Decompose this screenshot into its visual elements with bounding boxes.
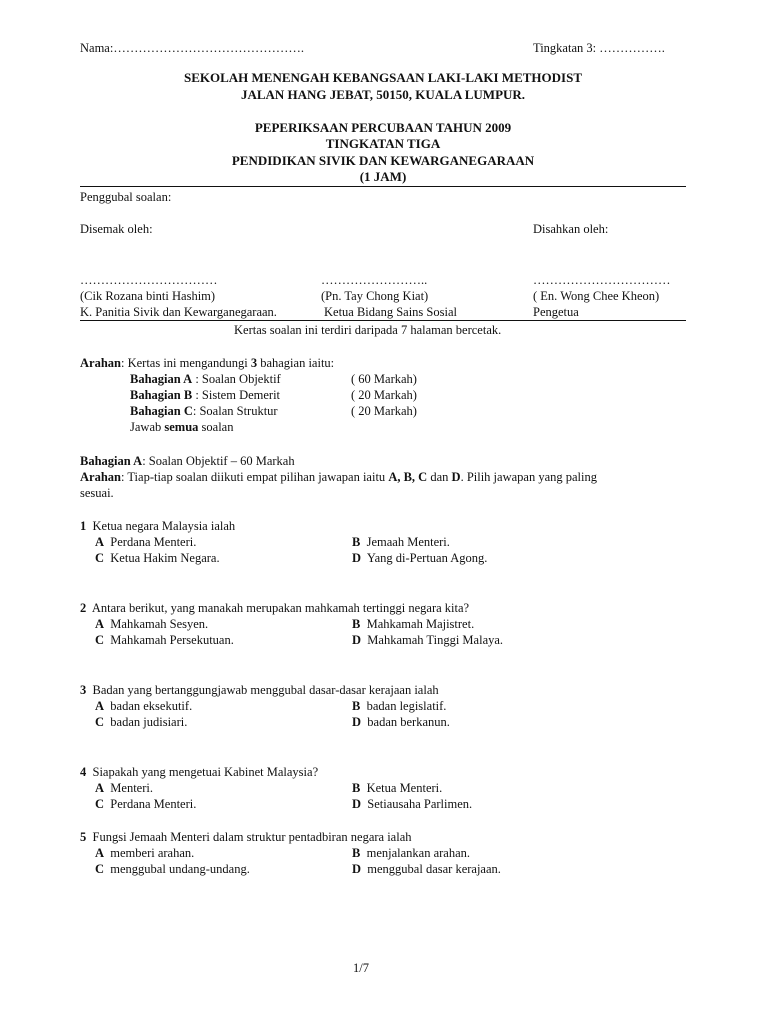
option-d[interactable] — [352, 714, 450, 730]
option-text: Yang di-Pertuan Agong. — [366, 551, 488, 565]
signatory-title-2: Ketua Bidang Sains Sosial — [324, 305, 457, 319]
option-d[interactable] — [352, 632, 503, 648]
option-b[interactable] — [352, 780, 442, 796]
option-c[interactable] — [95, 632, 234, 648]
option-d[interactable] — [352, 861, 501, 877]
signature-dots-2: …………………….. — [321, 273, 428, 287]
tingkatan-field — [533, 40, 665, 56]
option-text: badan eksekutif. — [110, 699, 193, 713]
question-text: Ketua negara Malaysia ialah — [92, 519, 236, 533]
signature-dots-3: …………………………… — [533, 273, 671, 287]
option-letter: A — [95, 781, 105, 795]
option-letter: A — [95, 535, 105, 549]
option-letter: C — [95, 715, 105, 729]
exam-duration: (1 JAM) — [359, 169, 407, 184]
option-letter: A — [95, 699, 105, 713]
section-a-desc: : Soalan Objektif – 60 Markah — [142, 454, 295, 468]
signatory-title-1: K. Panitia Sivik dan Kewarganegaraan. — [80, 305, 277, 319]
option-b[interactable] — [352, 616, 474, 632]
question-stem — [80, 682, 439, 698]
option-text: menggubal undang-undang. — [110, 862, 250, 876]
arahan-text-b: bahagian iaitu: — [257, 356, 335, 370]
question-text: Siapakah yang mengetuai Kabinet Malaysia? — [92, 765, 319, 779]
option-a[interactable] — [95, 616, 208, 632]
section-a-instructions — [80, 469, 597, 485]
question-text: Badan yang bertanggungjawab menggubal dasar-dasar kerajaan ialah — [92, 683, 439, 697]
question-number: 4 — [80, 765, 87, 779]
section-a-arahan-text: dan — [427, 470, 452, 484]
option-text: Mahkamah Tinggi Malaya. — [367, 633, 504, 647]
question-text: Fungsi Jemaah Menteri dalam struktur pentadbiran negara ialah — [92, 830, 412, 844]
option-text: Setiausaha Parlimen. — [367, 797, 473, 811]
nama-dots: ………………………………………. — [113, 41, 304, 55]
section-marks-b: ( 20 Markah) — [351, 388, 417, 402]
option-c[interactable] — [95, 714, 187, 730]
option-c[interactable] — [95, 550, 220, 566]
option-letter: B — [352, 699, 361, 713]
school-name: SEKOLAH MENENGAH KEBANGSAAN LAKI-LAKI METHODIST — [183, 70, 582, 85]
option-letter: C — [95, 551, 105, 565]
section-desc: : Soalan Objektif — [192, 372, 281, 386]
option-b[interactable] — [352, 534, 450, 550]
section-a-title — [80, 453, 295, 469]
section-marks-c: ( 20 Markah) — [351, 404, 417, 418]
option-letter: B — [352, 535, 361, 549]
option-letter: C — [95, 862, 105, 876]
option-text: Mahkamah Sesyen. — [110, 617, 209, 631]
page-number: 1/7 — [353, 961, 369, 975]
option-letter: B — [352, 781, 361, 795]
option-c[interactable] — [95, 861, 250, 877]
section-line-a — [130, 371, 281, 387]
section-label: Bahagian A — [130, 372, 193, 386]
option-text: badan legislatif. — [366, 699, 447, 713]
section-label: Bahagian C — [130, 404, 193, 418]
tingkatan-dots: ……………. — [599, 41, 665, 55]
option-text: Perdana Menteri. — [110, 535, 197, 549]
option-text: Mahkamah Majistret. — [366, 617, 475, 631]
penggubal-label: Penggubal soalan: — [80, 190, 172, 204]
option-b[interactable] — [352, 698, 446, 714]
section-line-c — [130, 403, 278, 419]
option-text: Perdana Menteri. — [110, 797, 197, 811]
section-a-arahan-option-d: D — [451, 470, 461, 484]
section-a-arahan-text: . Pilih jawapan yang paling — [460, 470, 597, 484]
general-instructions — [80, 355, 334, 371]
option-text: Menteri. — [110, 781, 153, 795]
section-desc: : Sistem Demerit — [192, 388, 281, 402]
section-a-arahan-text: : Tiap-tiap soalan diikuti empat pilihan jawapan iaitu — [120, 470, 389, 484]
option-d[interactable] — [352, 550, 487, 566]
option-c[interactable] — [95, 796, 196, 812]
option-text: menggubal dasar kerajaan. — [367, 862, 501, 876]
option-text: menjalankan arahan. — [366, 846, 471, 860]
disemak-label: Disemak oleh: — [80, 222, 153, 236]
option-letter: D — [352, 797, 362, 811]
option-a[interactable] — [95, 534, 196, 550]
signatory-name-1: (Cik Rozana binti Hashim) — [80, 289, 216, 303]
option-a[interactable] — [95, 698, 192, 714]
page-count-note: Kertas soalan ini terdiri daripada 7 halaman bercetak. — [234, 323, 502, 337]
jawab-text-a: Jawab — [130, 420, 165, 434]
section-a-label: Bahagian A — [80, 454, 143, 468]
option-letter: D — [352, 862, 362, 876]
section-line-b — [130, 387, 280, 403]
tingkatan-label: Tingkatan 3: — [533, 41, 597, 55]
school-address: JALAN HANG JEBAT, 50150, KUALA LUMPUR. — [240, 87, 526, 102]
option-letter: D — [352, 551, 362, 565]
question-stem — [80, 600, 469, 616]
option-letter: D — [352, 715, 362, 729]
jawab-emphasis: semua — [164, 420, 199, 434]
option-d[interactable] — [352, 796, 472, 812]
header-divider — [80, 186, 686, 187]
exam-subject: PENDIDIKAN SIVIK DAN KEWARGANEGARAAN — [231, 153, 535, 168]
option-letter: B — [352, 617, 361, 631]
option-text: badan judisiari. — [110, 715, 188, 729]
signatory-name-3: ( En. Wong Chee Kheon) — [533, 289, 660, 303]
jawab-text-c: soalan — [198, 420, 234, 434]
option-text: Ketua Hakim Negara. — [110, 551, 220, 565]
option-letter: C — [95, 633, 105, 647]
exam-form: TINGKATAN TIGA — [325, 136, 441, 151]
disahkan-label: Disahkan oleh: — [533, 222, 609, 236]
nama-field — [80, 40, 304, 56]
option-text: memberi arahan. — [110, 846, 195, 860]
signatory-name-2: (Pn. Tay Chong Kiat) — [321, 289, 429, 303]
question-stem — [80, 829, 412, 845]
option-text: Mahkamah Persekutuan. — [110, 633, 234, 647]
option-letter: A — [95, 846, 105, 860]
option-text: badan berkanun. — [367, 715, 450, 729]
option-text: Jemaah Menteri. — [366, 535, 450, 549]
question-text: Antara berikut, yang manakah merupakan mahkamah tertinggi negara kita? — [91, 601, 470, 615]
signatory-title-3: Pengetua — [533, 305, 579, 319]
option-letter: B — [352, 846, 361, 860]
option-a[interactable] — [95, 845, 194, 861]
answer-all-note — [130, 419, 233, 435]
option-a[interactable] — [95, 780, 153, 796]
arahan-text-a: : Kertas ini mengandungi — [120, 356, 251, 370]
arahan-section-count: 3 — [250, 356, 258, 370]
question-number: 1 — [80, 519, 87, 533]
section-marks-a: ( 60 Markah) — [351, 372, 417, 386]
option-text: Ketua Menteri. — [366, 781, 443, 795]
section-a-arahan-label: Arahan — [80, 470, 121, 484]
section-a-instructions-cont: sesuai. — [80, 486, 114, 500]
question-number: 3 — [80, 683, 87, 697]
question-number: 5 — [80, 830, 87, 844]
option-letter: A — [95, 617, 105, 631]
option-b[interactable] — [352, 845, 470, 861]
question-number: 2 — [80, 601, 87, 615]
signature-dots-1: …………………………… — [80, 273, 218, 287]
section-a-arahan-options: A, B, C — [388, 470, 428, 484]
section-desc: : Soalan Struktur — [192, 404, 278, 418]
option-letter: C — [95, 797, 105, 811]
section-label: Bahagian B — [130, 388, 193, 402]
nama-label: Nama: — [80, 41, 114, 55]
question-stem — [80, 518, 235, 534]
signature-divider — [80, 320, 686, 321]
exam-title: PEPERIKSAAN PERCUBAAN TAHUN 2009 — [254, 120, 512, 135]
arahan-label: Arahan — [80, 356, 121, 370]
question-stem — [80, 764, 318, 780]
option-letter: D — [352, 633, 362, 647]
